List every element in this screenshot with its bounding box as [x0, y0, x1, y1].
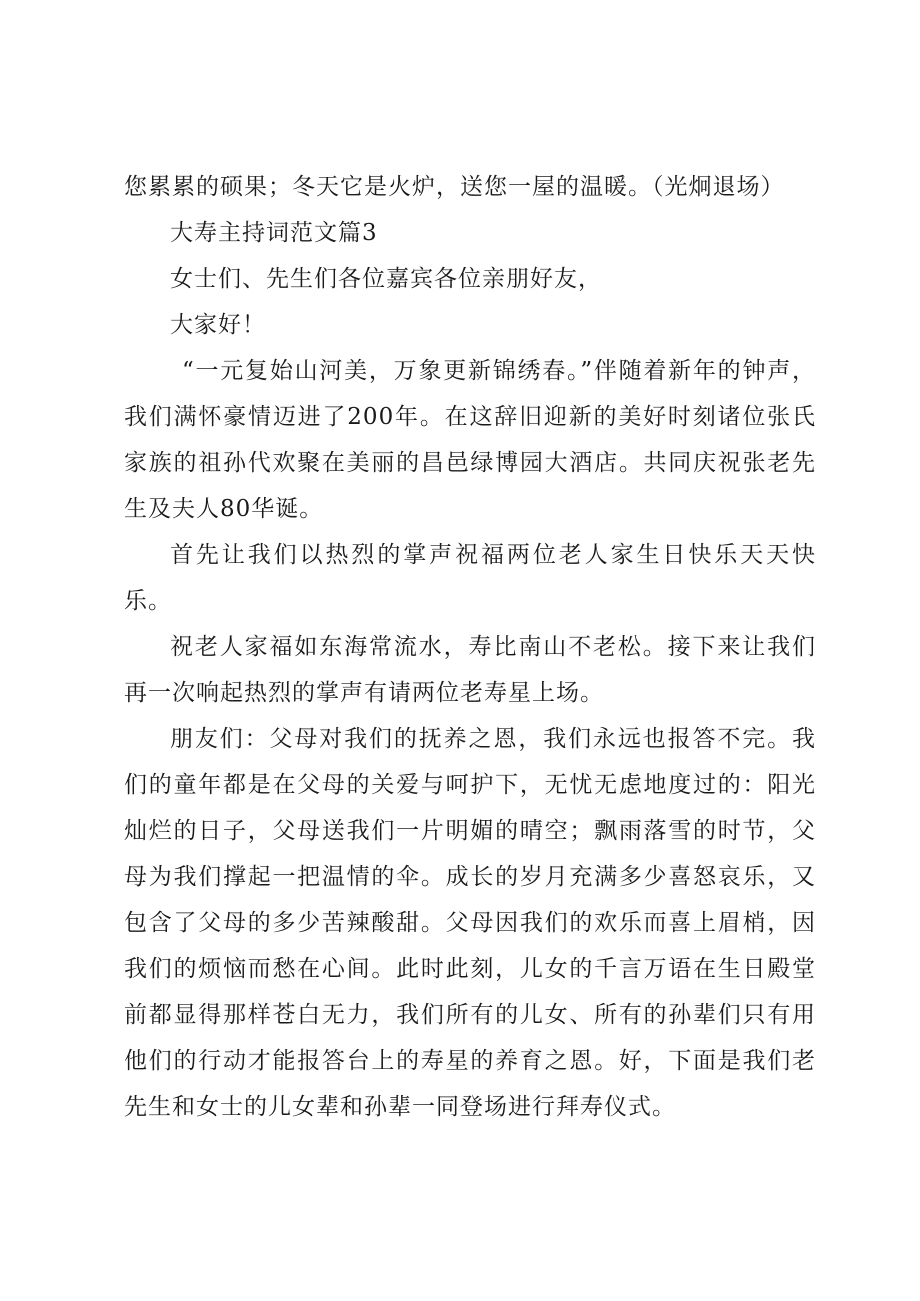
- section-heading: 大寿主持词范文篇3: [170, 220, 378, 246]
- paragraph-opening-quote: “一元复始山河美，万象更新锦绣春。”伴随着新年的钟声，我们满怀豪情迈进了200年。在这辞旧迎新的美好时刻诸位张氏家族的祖孙代欢聚在美丽的昌邑绿博园大酒店。共同庆祝张老先生及夫人80华诞。: [124, 358, 816, 522]
- paragraph-hello: 大家好！: [170, 312, 266, 338]
- paragraph-applause: 首先让我们以热烈的掌声祝福两位老人家生日快乐天天快乐。: [124, 542, 816, 614]
- document-body: [124, 164, 816, 1130]
- paragraph-blessing: 祝老人家福如东海常流水，寿比南山不老松。接下来让我们再一次响起热烈的掌声有请两位老寿星上场。: [124, 634, 816, 706]
- paragraph-friends: 朋友们：父母对我们的抚养之恩，我们永远也报答不完。我们的童年都是在父母的关爱与呵护下，无忧无虑地度过的：阳光灿烂的日子，父母送我们一片明媚的晴空；飘雨落雪的时节，父母为我们撑起一把温情的伞。成长的岁月充满多少喜怒哀乐，又包含了父母的多少苦辣酸甜。父母因我们的欢乐而喜上眉梢，因我们的烦恼而愁在心间。此时此刻，儿女的千言万语在生日殿堂前都显得那样苍白无力，我们所有的儿女、所有的孙辈们只有用他们的行动才能报答台上的寿星的养育之恩。好，下面是我们老先生和女士的儿女辈和孙辈一同登场进行拜寿仪式。: [124, 726, 816, 1120]
- paragraph-continuation: 您累累的硕果；冬天它是火炉，送您一屋的温暖。（光炯退场）: [124, 174, 785, 200]
- paragraph-greeting: 女士们、先生们各位嘉宾各位亲朋好友，: [170, 266, 602, 292]
